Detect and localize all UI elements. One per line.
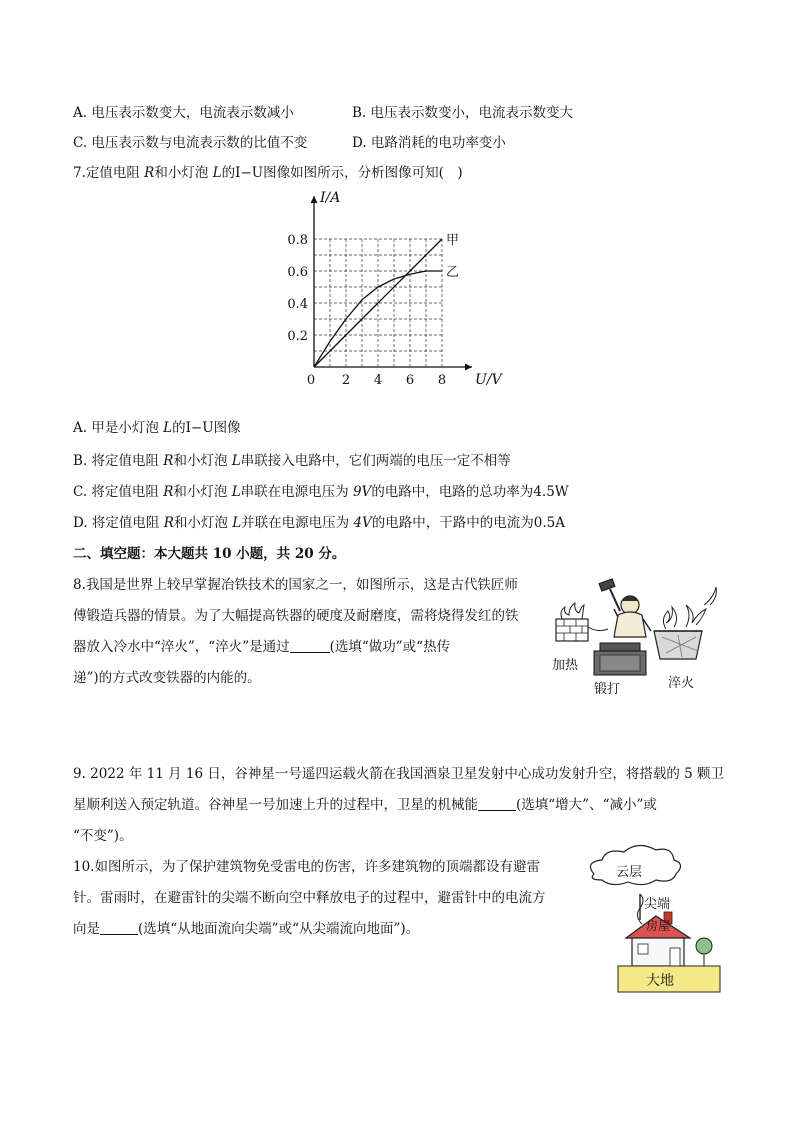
- iu-chart: [0, 0, 794, 400]
- q6-option-b: B. 电压表示数变小，电流表示数变大: [352, 105, 574, 121]
- q10-line1: 10.如图所示，为了保护建筑物免受雷电的伤害，许多建筑物的顶端都设有避雷: [73, 859, 540, 875]
- q7-stem: 7.定值电阻 R和小灯泡 L的I−U图像如图所示，分析图像可知( ): [73, 165, 463, 181]
- lightning-rod-figure: [582, 854, 722, 996]
- q8-line4: 递”)的方式改变铁器的内能的。: [73, 670, 261, 686]
- q8-answer-blank[interactable]: [290, 638, 330, 653]
- q10-line3: 向是 (选填“从地面流向尖端”或“从尖端流向地面”)。: [73, 921, 420, 937]
- tree-icon: [696, 938, 712, 954]
- q9-line2: 星顺利送入预定轨道。谷神星一号加速上升的过程中，卫星的机械能 (选填“增大”、“减小”或: [73, 797, 657, 813]
- x-axis-label: U/V: [475, 372, 502, 388]
- quench-basin-icon: [654, 587, 716, 659]
- q9-answer-blank[interactable]: [478, 796, 516, 811]
- x-tick-label: 8: [437, 373, 447, 388]
- q8-line2: 傅锻造兵器的情景。为了大幅提高铁器的硬度及耐磨度，需将烧得发红的铁: [73, 608, 519, 624]
- anvil-icon: [594, 643, 646, 675]
- q6-option-d: D. 电路消耗的电功率变小: [352, 135, 506, 151]
- x-axis-arrow: [465, 364, 472, 371]
- x-tick-label: 6: [405, 373, 415, 388]
- series-line-jia: [314, 239, 442, 367]
- q6-option-a: A. 电压表示数变大，电流表示数减小: [73, 105, 294, 121]
- q6-option-c: C. 电压表示数与电流表示数的比值不变: [73, 135, 308, 151]
- series-label: 甲: [446, 233, 460, 248]
- y-tick-label: 0.4: [287, 297, 308, 312]
- q7-option-d: D. 将定值电阻 R和小灯泡 L并联在电源电压为 4V的电路中，干路中的电流为0.5A: [73, 515, 566, 531]
- y-axis-label: I/A: [320, 190, 341, 206]
- y-axis-arrow: [311, 196, 318, 203]
- blacksmith-icon: [588, 579, 651, 637]
- y-tick-label: 0.6: [287, 265, 308, 280]
- q8-line1: 8.我国是世界上较早掌握冶铁技术的国家之一，如图所示，这是古代铁匠师: [73, 577, 518, 593]
- stove-icon: [556, 603, 588, 641]
- q7-option-b: B. 将定值电阻 R和小灯泡 L串联接入电路中，它们两端的电压一定不相等: [73, 453, 511, 469]
- section-title: 二、填空题：本大题共 10 小题，共 20 分。: [73, 546, 346, 562]
- series-label: 乙: [446, 265, 460, 280]
- q9-line3: “不变”)。: [73, 828, 133, 844]
- q9-line1: 9. 2022 年 11 月 16 日，谷神星一号遥四运载火箭在我国酒泉卫星发射中心成功发射升空，将搭载的 5 颗卫: [73, 766, 725, 782]
- ground-label: 大地: [646, 973, 674, 989]
- quench-label: 淬火: [668, 676, 695, 691]
- q8-line3: 器放入冷水中“淬火”，“淬火”是通过 (选填“做功”或“热传: [73, 639, 451, 655]
- tip-label: 尖端: [644, 897, 671, 912]
- forge-label: 锻打: [594, 682, 621, 697]
- origin-label: 0: [306, 373, 316, 388]
- x-tick-label: 2: [341, 373, 351, 388]
- q7-option-a: A. 甲是小灯泡 L的I−U图像: [73, 420, 241, 436]
- q7-option-c: C. 将定值电阻 R和小灯泡 L串联在电源电压为 9V的电路中，电路的总功率为4.5W: [73, 484, 569, 500]
- q10-answer-blank[interactable]: [100, 920, 138, 935]
- heat-label: 加热: [552, 658, 579, 673]
- q10-line2: 针。雷雨时，在避雷针的尖端不断向空中释放电子的过程中，避雷针中的电流方: [73, 890, 546, 906]
- y-tick-label: 0.8: [287, 233, 308, 248]
- house-label: 房屋: [646, 919, 671, 933]
- cloud-label: 云层: [616, 865, 643, 880]
- blacksmith-figure: [548, 575, 728, 705]
- y-tick-label: 0.2: [287, 329, 308, 344]
- x-tick-label: 4: [373, 373, 383, 388]
